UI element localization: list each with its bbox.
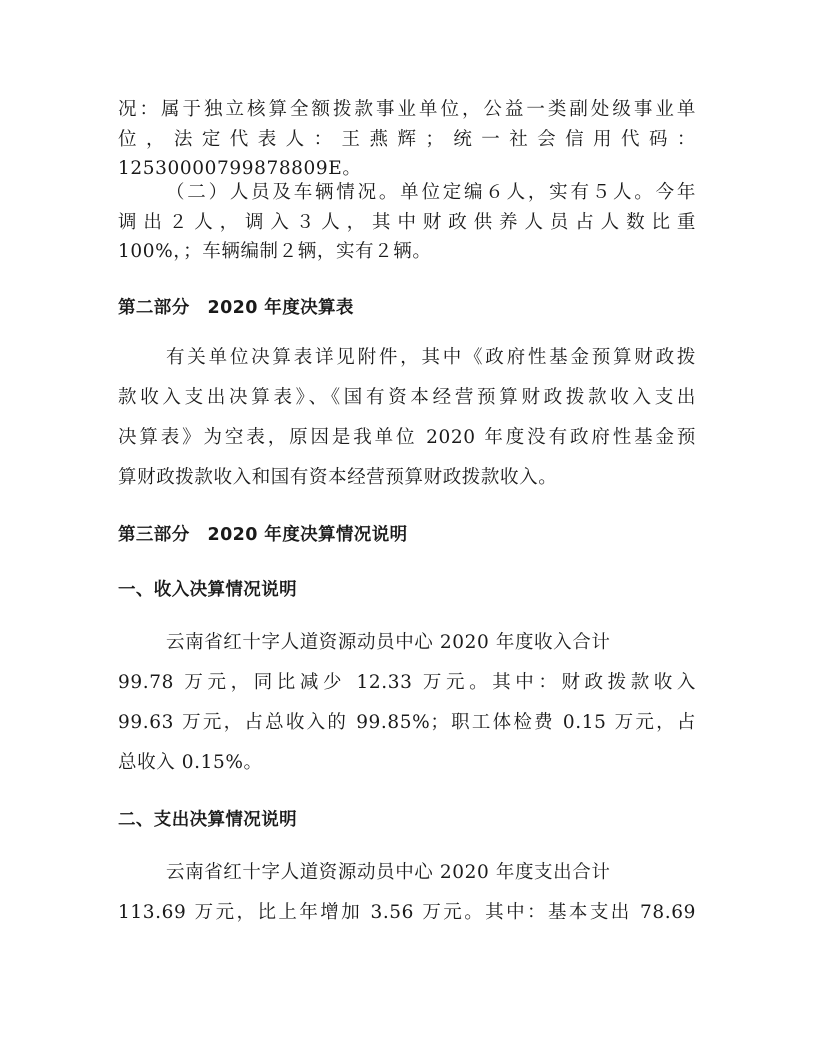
staff-line-2: 调出２人，调入３人，其中财政供养人员占人数比重 [118,212,696,233]
expense-line-2: 113.69 万元，比上年增加 3.56 万元。其中：基本支出 78.69 [118,902,696,923]
expense-heading: 二、支出决算情况说明 [118,810,297,830]
income-line-2: 99.78 万元，同比减少 12.33 万元。其中：财政拨款收入 [118,672,696,693]
part2-line-2: 款收入支出决算表》、《国有资本经营预算财政拨款收入支出 [118,387,696,408]
income-line-4: 总收入 0.15%。 [118,752,263,773]
intro-line-2: 位，法定代表人：王燕辉；统一社会信用代码： [118,129,696,150]
income-line-3: 99.63 万元，占总收入的 99.85%；职工体检费 0.15 万元，占 [118,712,696,733]
income-heading: 一、收入决算情况说明 [118,580,297,600]
staff-line-3: 100%，；车辆编制２辆，实有２辆。 [118,241,432,262]
expense-line-1: 云南省红十字人道资源动员中心 2020 年度支出合计 [166,862,611,883]
part3-heading: 第三部分 2020 年度决算情况说明 [118,525,408,545]
income-line-1: 云南省红十字人道资源动员中心 2020 年度收入合计 [166,632,611,653]
intro-line-1: 况：属于独立核算全额拨款事业单位，公益一类副处级事业单 [118,99,696,120]
part2-line-4: 算财政拨款收入和国有资本经营预算财政拨款收入。 [118,467,558,488]
part2-line-1: 有关单位决算表详见附件，其中《政府性基金预算财政拨 [166,347,696,368]
staff-line-1: （二）人员及车辆情况。单位定编６人，实有５人。今年 [166,182,696,203]
intro-line-3: 12530000799878809E。 [118,158,362,179]
part2-heading: 第二部分 2020 年度决算表 [118,298,354,318]
part2-line-3: 决算表》为空表，原因是我单位 2020 年度没有政府性基金预 [118,427,696,448]
